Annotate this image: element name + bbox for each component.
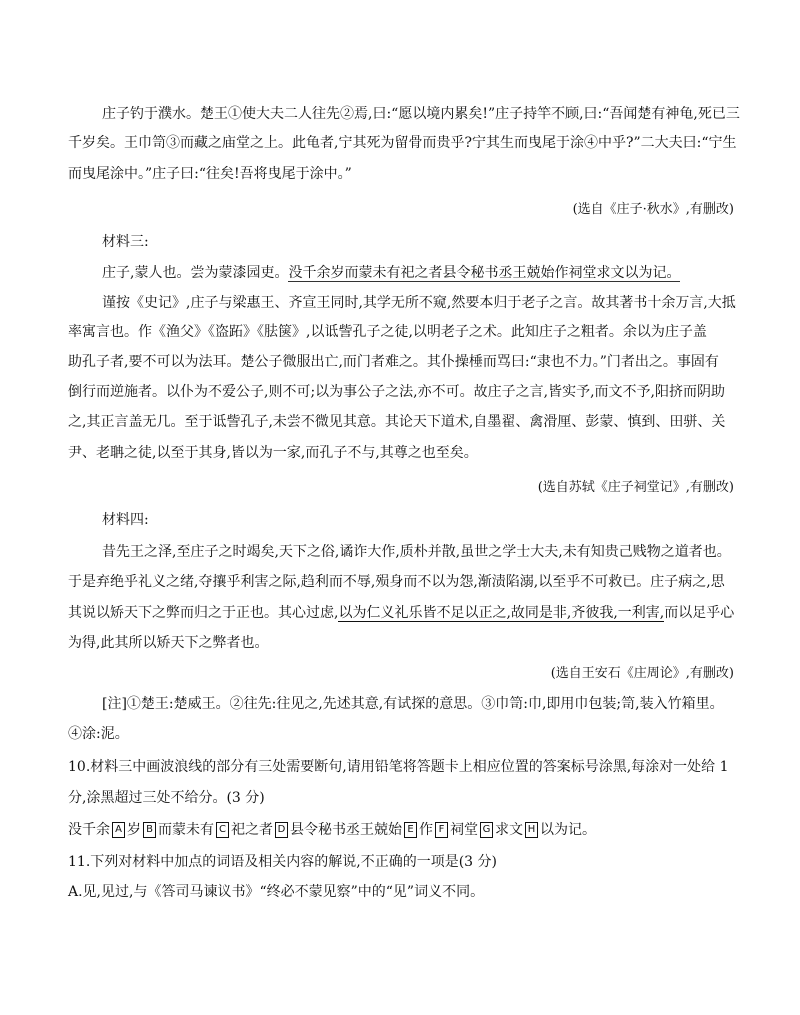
passage-line: 千岁矣。王巾笥③而藏之庙堂之上。此龟者,宁其死为留骨而贵乎?宁其生而曳尾于涂④中乎?”二大夫曰:“宁生 bbox=[68, 135, 737, 151]
source-citation: (选自苏轼《庄子祠堂记》,有删改) bbox=[537, 480, 734, 495]
passage-line: 庄子钓于濮水。楚王①使大夫二人往先②焉,曰:“愿以境内累矣!”庄子持竿不顾,曰:“吾闻楚有神龟,死已三 bbox=[102, 106, 740, 122]
passage-line: 倒行而逆施者。以仆为不爱公子,则不可;以为事公子之法,亦不可。故庄子之言,皆实予,而文不予,阳挤而阴助 bbox=[68, 384, 725, 400]
passage-text: 庄子,蒙人也。尝为蒙漆园吏。 bbox=[102, 265, 289, 281]
passage-line: 谨按《史记》,庄子与梁惠王、齐宣王同时,其学无所不窥,然要本归于老子之言。故其著书十余万言,大抵 bbox=[102, 295, 736, 311]
section-heading-material-4: 材料四: bbox=[102, 512, 149, 528]
passage-line: 之,其正言盖无几。至于诋訾孔子,未尝不微见其意。其论天下道术,自墨翟、禽滑厘、彭蒙、慎到、田骈、关 bbox=[68, 414, 726, 430]
source-citation: (选自王安石《庄周论》,有删改) bbox=[550, 666, 734, 681]
passage-line: 率寓言也。作《渔父》《盗跖》《胠箧》,以诋訾孔子之徒,以明老子之术。此知庄子之粗者。余以为庄子盖 bbox=[68, 324, 707, 340]
passage-line: 而曳尾涂中。”庄子曰:“往矣!吾将曳尾于涂中。” bbox=[68, 166, 352, 182]
passage-line bbox=[68, 603, 734, 623]
answer-option-box[interactable]: C bbox=[216, 822, 229, 838]
passage-line bbox=[102, 263, 680, 283]
section-heading-material-3: 材料三: bbox=[102, 234, 149, 250]
source-citation: (选自《庄子·秋水》,有删改) bbox=[572, 202, 734, 217]
passage-line: 为得,此其所以矫天下之弊者也。 bbox=[68, 635, 269, 651]
passage-line: 于是弃绝乎礼义之绪,夺攘乎利害之际,趋利而不辱,殒身而不以为怨,渐渍陷溺,以至乎不可救已。庄子病之,思 bbox=[68, 574, 725, 590]
answer-option-box[interactable]: B bbox=[143, 822, 156, 838]
answer-option-box[interactable]: E bbox=[404, 822, 417, 838]
answer-choice-a: A.见,见过,与《答司马谏议书》“终必不蒙见察”中的“见”词义不同。 bbox=[68, 884, 485, 900]
question-10-options: 没千余 A 岁 B 而蒙未有 C 祀之者 D 县令秘书丞王兢始 E 作 F 祠堂 G 求文 H 以为记。 bbox=[68, 822, 596, 838]
annotation-line: ④涂:泥。 bbox=[68, 726, 129, 742]
underlined-text: 以为仁义礼乐皆不足以正之,故同是非,齐彼我,一利害, bbox=[338, 605, 665, 621]
question-10-text: 10.材料三中画波浪线的部分有三处需要断句,请用铅笔将答题卡上相应位置的答案标号涂黑,每涂对一处给 1 bbox=[68, 759, 729, 775]
annotation-line: [注]①楚王:楚威王。②往先:往见之,先述其意,有试探的意思。③巾笥:巾,即用巾包装;笥,装入竹箱里。 bbox=[102, 696, 724, 712]
passage-text: 而以足乎心 bbox=[664, 605, 735, 621]
passage-line: 尹、老聃之徒,以至于其身,皆以为一家,而孔子不与,其尊之也至矣。 bbox=[68, 445, 478, 461]
answer-option-box[interactable]: G bbox=[480, 822, 493, 838]
answer-option-box[interactable]: H bbox=[525, 822, 538, 838]
answer-option-box[interactable]: A bbox=[112, 822, 125, 838]
passage-line: 昔先王之泽,至庄子之时竭矣,天下之俗,谲诈大作,质朴并散,虽世之学士大夫,未有知贵己贱物之道者也。 bbox=[102, 544, 731, 560]
question-10-text: 分,涂黑超过三处不给分。(3 分) bbox=[68, 790, 265, 806]
answer-option-box[interactable]: F bbox=[435, 822, 448, 838]
wavy-underlined-text: 没千余岁而蒙未有祀之者县令秘书丞王兢始作祠堂求文以为记。 bbox=[288, 265, 681, 281]
question-11-text: 11.下列对材料中加点的词语及相关内容的解说,不正确的一项是(3 分) bbox=[68, 854, 497, 870]
passage-line: 助孔子者,要不可以为法耳。楚公子微服出亡,而门者难之。其仆操棰而骂曰:“隶也不力。”门者出之。事固有 bbox=[68, 354, 719, 370]
passage-text: 其说以矫天下之弊而归之于正也。其心过虑, bbox=[68, 605, 339, 621]
answer-option-box[interactable]: D bbox=[275, 822, 288, 838]
